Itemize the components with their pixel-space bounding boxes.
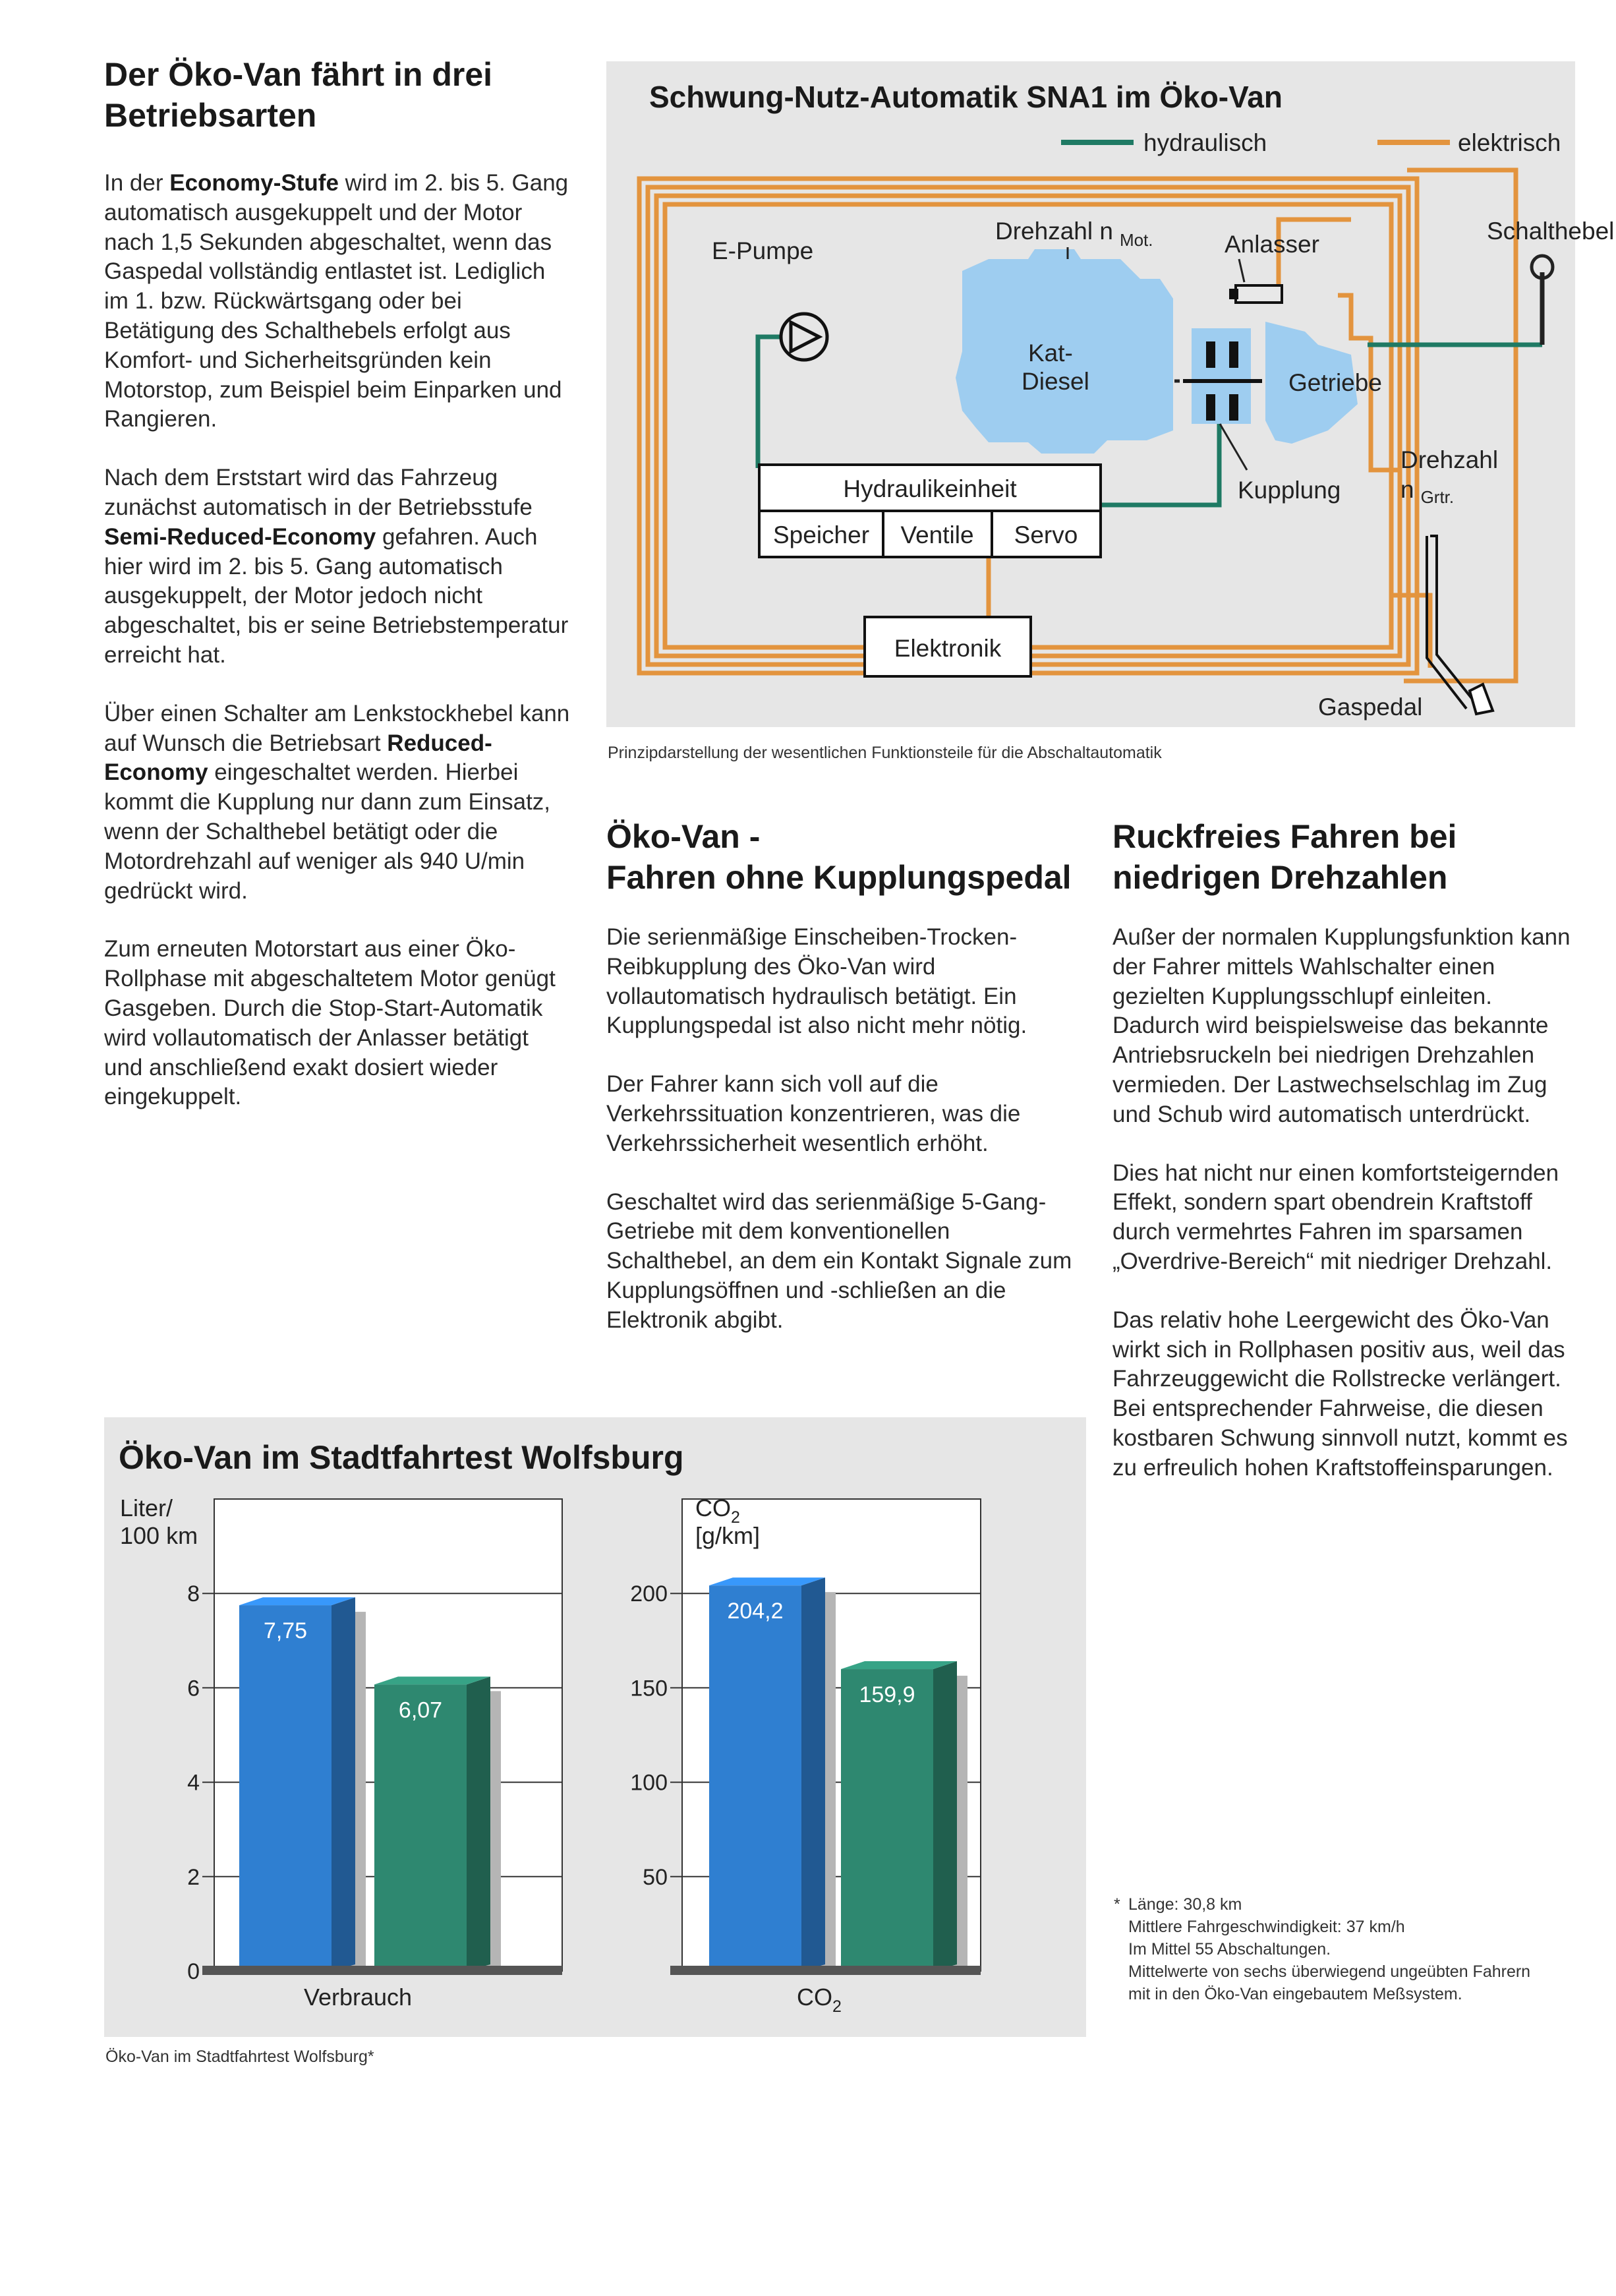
term-reduced: Reduced-Economy [104, 730, 492, 786]
y-axis-label-line1: $CO_2$ [695, 1494, 740, 1527]
middle-body [606, 923, 1081, 1365]
label-servo: Servo [1014, 521, 1078, 548]
middle-heading [606, 816, 1094, 898]
label-storage: Speicher [772, 521, 870, 548]
y-tick-label: 50 [643, 1864, 668, 1890]
label-electronics: Elektronik [894, 635, 1002, 662]
bar [374, 1684, 467, 1971]
paragraph-reduced: Über einen Schalter am Lenkstockhebel kann auf Wunsch die Betriebsart Reduced-Economy eingeschaltet werden. Hierbei kommt die Kupplung nur dann zum Einsatz, wenn der Schalthebel betätigt oder die Motordrehzahl auf weniger als 940 U/min gedrückt wird. [104, 700, 570, 904]
gas-pedal [1318, 536, 1493, 721]
label-valves: Ventile [900, 521, 974, 548]
label-pedal: Gaspedal [1318, 693, 1423, 721]
bar [709, 1585, 801, 1971]
y-tick-label: 0 [187, 1959, 200, 1984]
legend-hydraulic-label: hydraulisch [1143, 129, 1267, 156]
footnote-text: Länge: 30,8 km Mittlere Fahrgeschwindigkeit: 37 km/h Im Mittel 55 Abschaltungen. Mittelwerte von sechs überwiegend ungeübten Fahrern mit in den Öko-Van eingebautem Meßsystem. [1128, 1895, 1531, 2003]
label-rpm-engine: Drehzahl n $_{Mot.}$ [995, 218, 1153, 250]
x-axis-label: $CO_2$ [797, 1984, 842, 2016]
label-shifter: Schalthebel [1487, 218, 1615, 245]
label-pump: E-Pumpe [712, 237, 814, 264]
label-gearbox: Getriebe [1288, 369, 1382, 396]
paragraph-overdrive: Dies hat nicht nur einen komfortsteigernden Effekt, sondern spart obendrein Kraftstoff durch vermehrtes Fahren im sparsamen „Overdrive-Bereich“ mit niedriger Drehzahl. [1112, 1160, 1559, 1274]
bar-value-label: 6,07 [398, 1697, 443, 1723]
electronics-unit [865, 617, 1031, 676]
bar [239, 1605, 332, 1971]
bar-side [801, 1577, 825, 1971]
middle-heading-line1: Öko-Van - [606, 818, 761, 855]
label-clutch: Kupplung [1238, 477, 1341, 504]
term-economy: Economy-Stufe [169, 170, 339, 196]
shifter-lever [1487, 218, 1614, 345]
y-axis-label-line2: 100 km [120, 1522, 198, 1549]
chart-panel-co2 [630, 1494, 981, 2016]
left-heading [104, 54, 552, 136]
paragraph-slip: Außer der normalen Kupplungsfunktion kann der Fahrer mittels Wahlschalter einen gezielten Kupplungsschlupf einleiten. Dadurch wird beispielsweise das bekannte Antriebsruckeln bei niedrigen Drehzahlen vermieden. Der Lastwechselschlag im Zug und Schub wird automatisch unterdrückt. [1112, 924, 1571, 1127]
baseline [202, 1966, 562, 1975]
y-tick-label: 200 [630, 1581, 668, 1607]
bar-value-label: 159,9 [859, 1682, 915, 1708]
diagram-title: Schwung-Nutz-Automatik SNA1 im Öko-Van [649, 80, 1283, 114]
bar [841, 1669, 933, 1971]
diagram-caption: Prinzipdarstellung der wesentlichen Funktionsteile für die Abschaltautomatik [608, 744, 1162, 762]
left-body [104, 169, 573, 1141]
label-engine-2: Diesel [1022, 368, 1089, 395]
label-hydraulic-unit: Hydraulikeinheit [843, 475, 1017, 502]
label-rpm-gear-1: Drehzahl [1400, 446, 1499, 473]
right-heading-line2: niedrigen Drehzahlen [1112, 859, 1448, 896]
y-tick-label: 8 [187, 1581, 200, 1607]
bar-side [933, 1661, 957, 1971]
y-axis-label-line2: [g/km] [695, 1522, 761, 1549]
x-axis-label: Verbrauch [303, 1984, 413, 2011]
stadtfahrtest-chart [104, 1417, 1086, 2037]
baseline [670, 1966, 981, 1975]
paragraph-semi-reduced: Nach dem Erststart wird das Fahrzeug zunächst automatisch in der Betriebsstufe Semi-Reduced-Economy gefahren. Auch hier wird im 2. bis 5. Gang automatisch ausgekuppelt, der Motor jedoch nicht abgeschaltet, bis er seine Betriebstemperatur erreicht hat. [104, 465, 569, 668]
y-tick-label: 150 [630, 1676, 668, 1701]
y-tick-label: 100 [630, 1770, 668, 1796]
paragraph-clutch: Die serienmäßige Einscheiben-Trocken-Reibkupplung des Öko-Van wird vollautomatisch hydraulisch betätigt. Ein Kupplungspedal ist also nicht mehr nötig. [606, 924, 1027, 1039]
bar-side [467, 1676, 490, 1971]
right-body [1112, 923, 1574, 1512]
legend-electric-label: elektrisch [1458, 129, 1561, 156]
middle-heading-line2: Fahren ohne Kupplungspedal [606, 859, 1072, 896]
chart-panel-consumption [120, 1494, 562, 2011]
footnote-marker: * [1114, 1895, 1120, 1914]
chart-title: Öko-Van im Stadtfahrtest Wolfsburg [119, 1439, 684, 1476]
y-tick-label: 6 [187, 1676, 200, 1701]
hydraulic-unit [759, 465, 1101, 557]
y-tick-label: 2 [187, 1864, 200, 1890]
right-heading-line1: Ruckfreies Fahren bei [1112, 818, 1457, 855]
term-semi-reduced: Semi-Reduced-Economy [104, 523, 376, 550]
paragraph-economy: In der Economy-Stufe wird im 2. bis 5. Gang automatisch ausgekuppelt und der Motor nach 1,5 Sekunden abgeschaltet, wenn das Gaspedal vollständig entlastet ist. Lediglich im 1. bzw. Rückwärtsgang oder bei Betätigung des Schalthebels erfolgt aus Komfort- und Sicherheitsgründen kein Motorstop, zum Beispiel beim Einparken und Rangieren. [104, 170, 569, 432]
chart-svg [104, 1417, 1086, 2037]
sna1-diagram [606, 61, 1615, 727]
label-starter: Anlasser [1225, 231, 1319, 258]
paragraph-driver: Der Fahrer kann sich voll auf die Verkehrssituation konzentrieren, was die Verkehrssicherheit wesentlich erhöht. [606, 1071, 1021, 1156]
starter-motor [1225, 231, 1319, 303]
bar-value-label: 204,2 [727, 1599, 784, 1624]
y-axis-label-line1: Liter/ [120, 1494, 173, 1521]
bar-value-label: 7,75 [263, 1618, 308, 1644]
electric-pump [712, 237, 827, 360]
paragraph-weight: Das relativ hohe Leergewicht des Öko-Van wirkt sich in Rollphasen positiv aus, weil das Fahrzeuggewicht die Rollstrecke verlängert. Bei entsprechender Fahrweise, die diesen kostbaren Schwung sinnvoll nutzt, kommt es zu erfreulich hohen Kraftstoffeinsparungen. [1112, 1307, 1568, 1481]
paragraph-restart: Zum erneuten Motorstart aus einer Öko-Rollphase mit abgeschaltetem Motor genügt Gasgeben. Durch die Stop-Start-Automatik wird vollautomatisch der Anlasser betätigt und anschließend exakt dosiert wieder eingekuppelt. [104, 936, 556, 1110]
y-tick-label: 4 [187, 1770, 200, 1796]
label-engine-1: Kat- [1028, 339, 1073, 367]
left-heading-text: Der Öko-Van fährt in drei Betriebsarten [104, 56, 493, 134]
label-rpm-gear-2: n $_{Grtr.}$ [1400, 476, 1455, 507]
engine-block [956, 218, 1173, 454]
chart-caption: Öko-Van im Stadtfahrtest Wolfsburg* [105, 2047, 374, 2066]
sna1-diagram-svg [606, 61, 1615, 727]
paragraph-gearbox: Geschaltet wird das serienmäßige 5-Gang-Getriebe mit dem konventionellen Schalthebel, an dem ein Kontakt Signale zum Kupplungsöffnen und -schließen an die Elektronik abgibt. [606, 1189, 1072, 1333]
right-heading [1112, 816, 1587, 898]
bar-side [332, 1597, 355, 1971]
